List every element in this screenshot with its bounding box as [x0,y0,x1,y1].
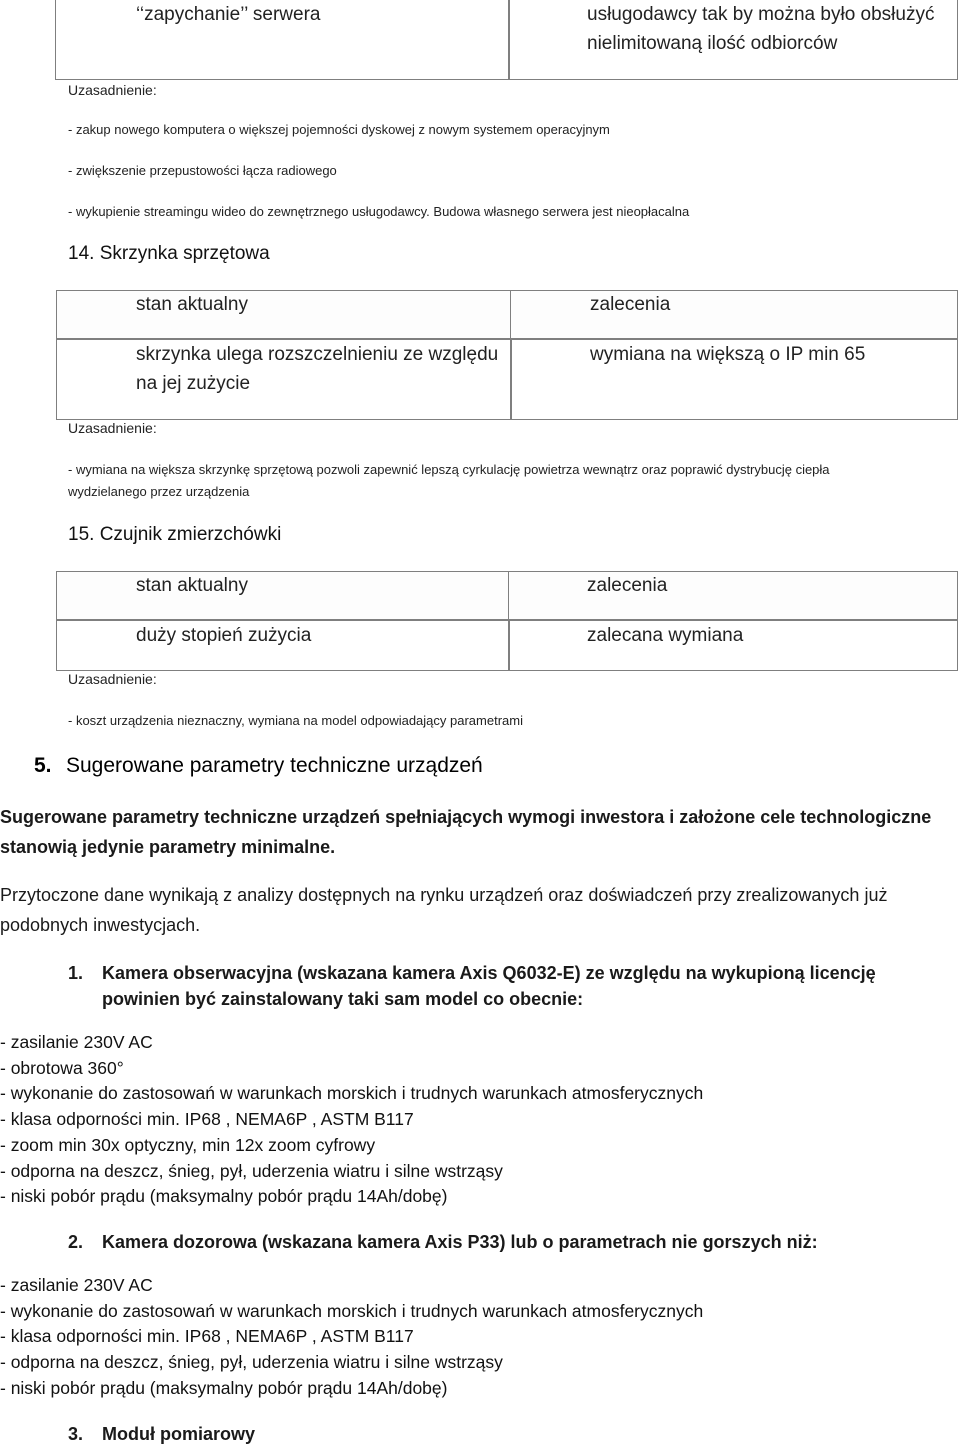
top-bullet-2: - zwiększenie przepustowości łącza radiowego [68,163,337,178]
s15-col-recommend: zalecenia [587,575,668,596]
item-2-spec-list [0,1273,703,1402]
section-15-number: 15. [68,524,95,545]
item-2-spec: - niski pobór prądu (maksymalny pobór prądu 14Ah/dobę) [0,1377,448,1398]
item-1-spec: - klasa odporności min. IP68 , NEMA6P , ASTM B117 [0,1109,414,1130]
item-2-spec: - klasa odporności min. IP68 , NEMA6P , ASTM B117 [0,1326,414,1347]
s14-bullet-line1: - wymiana na większa skrzynkę sprzętową pozwoli zapewnić lepszą cyrkulację powietrza wewnątrz oraz poprawić dystrybucję ciepła [68,462,830,477]
s14-col-recommend: zalecenia [590,294,671,315]
s15-current: duży stopień zużycia [136,625,312,646]
top-bullet-1: - zakup nowego komputera o większej pojemności dyskowej z nowym systemem operacyjnym [68,122,610,137]
top-bullet-3: - wykupienie streamingu wideo do zewnętrznego usługodawcy. Budowa własnego serwera jest nieopłacalna [68,204,690,219]
item-1-number: 1. [68,963,84,983]
top-table-right-line2: nielimitowaną ilość odbiorców [587,33,838,54]
s15-header-right [508,571,958,621]
top-table-right-line1: usługodawcy tak by można było obsłużyć [587,4,935,25]
section-14-heading [68,243,270,265]
section-5-heading [34,754,483,778]
top-table-left-text: ‘‘zapychanie’’ serwera [136,4,321,25]
s15-bullet: - koszt urządzenia nieznaczny, wymiana na model odpowiadający parametrami [68,713,523,728]
justification-label: Uzasadnienie: [68,82,157,98]
item-2-spec: - odporna na deszcz, śnieg, pył, uderzenia wiatru i silne wstrząsy [0,1352,503,1373]
item-1-title-line2: powinien być zainstalowany taki sam model co obecnie: [102,989,584,1009]
s14-justification-label: Uzasadnienie: [68,420,157,436]
item-2-title: Kamera dozorowa (wskazana kamera Axis P33) lub o parametrach nie gorszych niż: [102,1232,818,1252]
s14-header-right [510,290,958,340]
item-1-spec: - zoom min 30x optyczny, min 12x zoom cyfrowy [0,1134,376,1155]
section-14-number: 14. [68,243,95,264]
item-3-title: Moduł pomiarowy [102,1424,255,1444]
item-2-spec: - wykonanie do zastosowań w warunkach morskich i trudnych warunkach atmosferycznych [0,1300,704,1321]
section-15-heading [68,524,281,546]
section-5-para-line2: podobnych inwestycjach. [0,915,201,935]
item-3-number: 3. [68,1424,84,1444]
s15-recommend: zalecana wymiana [587,625,744,646]
s14-header-left [56,290,512,340]
s15-justification-label: Uzasadnienie: [68,671,157,687]
section-14-title: Skrzynka sprzętowa [99,243,270,264]
section-15-title: Czujnik zmierzchówki [99,524,282,545]
section-5-para-line1: Przytoczone dane wynikają z analizy dostępnych na rynku urządzeń oraz doświadczeń przy zrealizowanych już [0,885,888,905]
s15-col-current: stan aktualny [136,575,248,596]
item-1-spec: - wykonanie do zastosowań w warunkach morskich i trudnych warunkach atmosferycznych [0,1083,704,1104]
item-2-spec: - zasilanie 230V AC [0,1275,153,1295]
item-1-spec: - odporna na deszcz, śnieg, pył, uderzenia wiatru i silne wstrząsy [0,1160,503,1181]
item-1-spec: - niski pobór prądu (maksymalny pobór prądu 14Ah/dobę) [0,1186,448,1207]
s14-bullet-line2: wydzielanego przez urządzenia [68,484,250,499]
s14-recommend: wymiana na większą o IP min 65 [590,344,866,365]
item-1-spec-list [0,1030,703,1210]
s14-current-line1: skrzynka ulega rozszczelnieniu ze względu [136,344,499,365]
s14-col-current: stan aktualny [136,294,248,315]
section-5-bold-line2: stanowią jedynie parametry minimalne. [0,837,336,857]
section-5-number: 5. [34,754,52,777]
item-2-number: 2. [68,1232,84,1252]
section-5-bold-line1: Sugerowane parametry techniczne urządzeń spełniających wymogi inwestora i założone cele technologiczne [0,807,932,827]
item-1-spec: - obrotowa 360° [0,1057,124,1078]
item-1-title-line1: Kamera obserwacyjna (wskazana kamera Axis Q6032-E) ze względu na wykupioną licencję [102,963,876,983]
item-1-spec: - zasilanie 230V AC [0,1032,153,1052]
section-5-title: Sugerowane parametry techniczne urządzeń [66,754,483,777]
s15-header-left [56,571,510,621]
s14-current-line2: na jej zużycie [136,373,251,394]
